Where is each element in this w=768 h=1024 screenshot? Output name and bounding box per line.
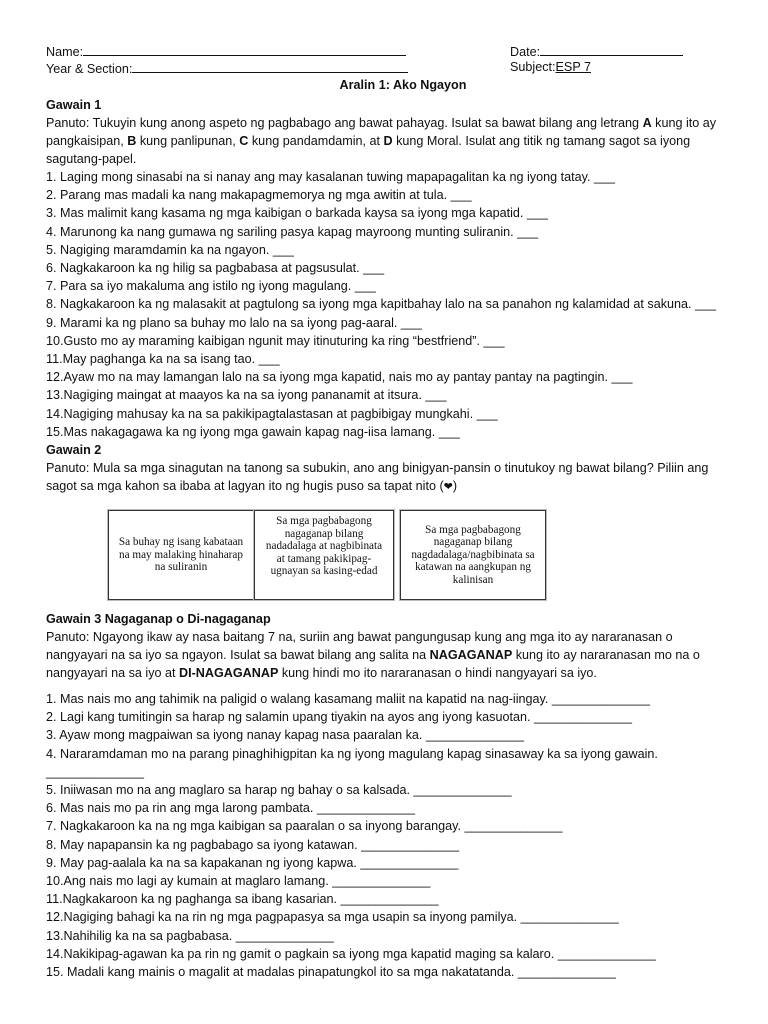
gawain2-instructions: [46, 459, 730, 496]
gawain3-item: 4. Nararamdaman mo na parang pinaghihigpitan ka ng iyong magulang kapag sinasaway ka sa iyong gawain. ______________: [46, 746, 658, 779]
gawain1-list: [46, 168, 730, 441]
gawain3-instructions: [46, 628, 730, 682]
gawain3-instr-text: kung hindi mo ito nararanasan o hindi nangyayari sa iyo.: [278, 666, 597, 681]
gawain1-instr-text: kung pandamdamin, at: [248, 134, 384, 148]
gawain1-item: 6. Nagkakaroon ka ng hilig sa pagbabasa at pagsusulat. ___: [46, 261, 385, 276]
answer-box-text: Sa mga pagbabagong nagaganap bilang nadadalaga at nagbibinata at tamang pakikipag-ugnayan sa kasing-edad: [265, 515, 383, 578]
gawain1-instr-text: kung Moral. Isulat ang titik ng tamang sagot sa iyong sagutang-papel.: [46, 134, 691, 166]
name-blank[interactable]: [83, 42, 406, 56]
gawain1-item: 14.Nagiging mahusay ka na sa pakikipagtalastasan at pagbibigay mungkahi. ___: [46, 406, 498, 421]
answer-box-2[interactable]: [254, 510, 394, 600]
gawain3-instr-text: kung ito ay nararanasan mo na o nangyayari na sa iyo at: [46, 648, 700, 681]
gawain1-letter-a: A: [642, 116, 652, 130]
gawain2-instr-end: ): [452, 479, 458, 494]
gawain1-instr-text: kung panlipunan,: [136, 134, 240, 148]
header-row-1: [46, 42, 730, 59]
gawain3-nagaganap: NAGAGANAP: [429, 648, 513, 663]
gawain3-instr-text: Panuto: Ngayong ikaw ay nasa baitang 7 na, suriin ang bawat pangungusap kung ang mga ito ay nararanasan o nangyayari na sa iyo sa ngayon. Isulat sa bawat bilang ang salita na: [46, 630, 673, 663]
gawain3-item: 14.Nakikipag-agawan ka pa rin ng gamit o pagkain sa iyong mga kapatid maging sa kalaro. ______________: [46, 946, 656, 961]
answer-box-text: Sa mga pagbabagong nagaganap bilang nagdadalaga/nagbibinata sa katawan na aangkupan ng kalinisan: [411, 523, 535, 586]
gawain3-item: 2. Lagi kang tumitingin sa harap ng salamin upang tiyakin na ayos ang iyong kasuotan. ______________: [46, 710, 633, 725]
gawain3-item: 10.Ang nais mo lagi ay kumain at maglaro lamang. ______________: [46, 874, 431, 889]
gawain3-list: [46, 690, 730, 981]
date-blank[interactable]: [540, 42, 683, 56]
gawain1-instr-text: kung ito ay pangkaisipan,: [46, 116, 717, 148]
answer-box-text: Sa buhay ng isang kabataan na may malaking hinaharap na suliranin: [118, 536, 244, 574]
subject-label: Subject:: [510, 60, 556, 74]
answer-box-1[interactable]: [108, 510, 254, 600]
gawain1-item: 5. Nagiging maramdamin ka na ngayon. ___: [46, 242, 294, 257]
gawain1-instr-text: Panuto: Tukuyin kung anong aspeto ng pagbabago ang bawat pahayag. Isulat sa bawat bilang ang letrang: [46, 116, 643, 130]
gawain1-letter-b: B: [127, 134, 137, 148]
gawain1-item: 10.Gusto mo ay maraming kaibigan ngunit may itinuturing ka ring “bestfriend”. ___: [46, 333, 505, 348]
gawain1-item: 9. Marami ka ng plano sa buhay mo lalo na sa iyong pag-aaral. ___: [46, 315, 422, 330]
lesson-title: Aralin 1: Ako Ngayon: [339, 78, 467, 92]
gawain1-instructions: [46, 114, 730, 168]
year-section-field[interactable]: [46, 59, 408, 78]
gawain1-letter-d: D: [383, 134, 393, 148]
gawain1-item: 7. Para sa iyo makaluma ang istilo ng iyong magulang. ___: [46, 279, 376, 294]
gawain3-item: 15. Madali kang mainis o magalit at madalas pinapatungkol ito sa mga nakatatanda. ______________: [46, 965, 616, 980]
gawain3-title: Gawain 3 Nagaganap o Di-nagaganap: [46, 612, 271, 627]
gawain3-item: 7. Nagkakaroon ka na ng mga kaibigan sa paaralan o sa inyong barangay. ______________: [46, 819, 563, 834]
gawain1-item: 12.Ayaw mo na may lamangan lalo na sa iyong mga kapatid, nais mo ay pantay pantay na pagtingin. ___: [46, 370, 633, 385]
gawain3-di-nagaganap: DI-NAGAGANAP: [179, 666, 279, 681]
gawain1-item: 4. Marunong ka nang gumawa ng sariling pasya kapag mayroong munting suliranin. ___: [46, 224, 539, 239]
header-row-2: [46, 59, 730, 76]
gawain3-item: 3. Ayaw mong magpaiwan sa iyong nanay kapag nasa paaralan ka. ______________: [46, 728, 524, 743]
gawain3-item: 1. Mas nais mo ang tahimik na paligid o walang kasamang maliit na kapatid na nag-iingay. ______________: [46, 692, 650, 707]
gawain3-item: 5. Iniiwasan mo na ang maglaro sa harap ng bahay o sa kalsada. ______________: [46, 783, 512, 798]
gawain3-item: 12.Nagiging bahagi ka na rin ng mga pagpapasya sa mga usapin sa inyong pamilya. ______________: [46, 910, 619, 925]
gawain1-title: Gawain 1: [46, 98, 102, 112]
year-section-label: Year & Section:: [46, 62, 133, 76]
heart-icon: ❤: [443, 480, 453, 494]
gawain1-item: 1. Laging mong sinasabi na si nanay ang may kasalanan tuwing mapapagalitan ka ng iyong tatay. ___: [46, 170, 615, 184]
gawain1-item: 3. Mas malimit kang kasama ng mga kaibigan o barkada kaysa sa iyong mga kapatid. ___: [46, 206, 548, 221]
gawain3-item: 8. May napapansin ka ng pagbabago sa iyong katawan. ______________: [46, 837, 460, 852]
gawain1-letter-c: C: [239, 134, 249, 148]
subject-field: [510, 59, 591, 76]
gawain1-item: 11.May paghanga ka na sa isang tao. ___: [46, 352, 280, 367]
worksheet-page: [46, 42, 730, 981]
year-section-blank[interactable]: [132, 59, 408, 73]
subject-value: ESP 7: [555, 60, 591, 74]
gawain3-item: 6. Mas nais mo pa rin ang mga larong pambata. ______________: [46, 801, 415, 816]
name-label: Name:: [46, 45, 84, 59]
gawain3-item: 13.Nahihilig ka na sa pagbabasa. ______________: [46, 928, 334, 943]
gawain3-item: 9. May pag-aalala ka na sa kapakanan ng iyong kapwa. ______________: [46, 855, 459, 870]
gawain1-item: 8. Nagkakaroon ka ng malasakit at pagtulong sa iyong mga kapitbahay lalo na sa panahon ng kalamidad at sakuna. ___: [46, 297, 717, 312]
gawain2-title: Gawain 2: [46, 443, 102, 458]
gawain1-item: 2. Parang mas madali ka nang makapagmemorya ng mga awitin at tula. ___: [46, 188, 472, 203]
date-label: Date:: [510, 45, 541, 59]
answer-boxes: [46, 510, 730, 606]
gawain2-instr-text: Panuto: Mula sa mga sinagutan na tanong sa subukin, ano ang binigyan-pansin o tinutukoy ng bawat bilang? Piliin ang sagot sa mga kahon sa ibaba at lagyan ito ng hugis puso sa tapat nito (: [46, 461, 709, 494]
gawain1-item: 15.Mas nakagagawa ka ng iyong mga gawain kapag nag-iisa lamang. ___: [46, 424, 460, 439]
gawain1-item: 13.Nagiging maingat at maayos ka na sa iyong pananamit at itsura. ___: [46, 388, 447, 403]
gawain3-item: 11.Nagkakaroon ka ng paghanga sa ibang kasarian. ______________: [46, 892, 439, 907]
answer-box-3[interactable]: [400, 510, 546, 600]
